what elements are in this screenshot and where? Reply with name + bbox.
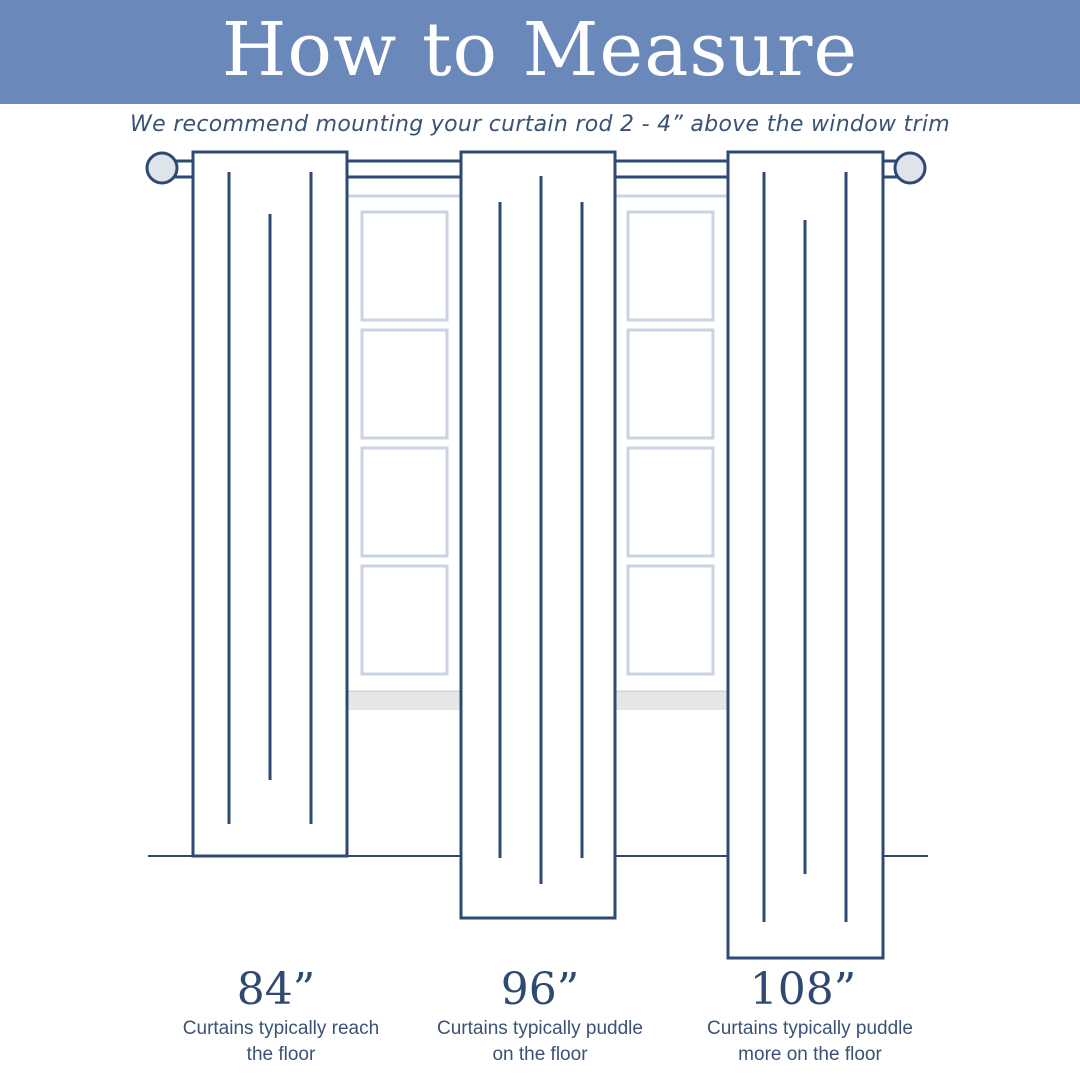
- panel-caption-96: Curtains typically puddle on the floor: [437, 1018, 643, 1065]
- page-title: How to Measure: [221, 7, 859, 93]
- curtain-panel-icon: [461, 152, 615, 918]
- curtain-panel-icon: [193, 152, 347, 856]
- panel-caption-108: Curtains typically puddle more on the floor: [707, 1018, 913, 1065]
- panel-length-96: 96”: [500, 964, 580, 1015]
- panel-length-108: 108”: [749, 964, 857, 1015]
- panel-caption-84: Curtains typically reach the floor: [182, 1018, 380, 1065]
- curtain-panel-icon: [728, 152, 883, 958]
- panel-length-84: 84”: [236, 964, 316, 1015]
- page-subtitle: We recommend mounting your curtain rod 2 - 4” above the window trim: [130, 112, 950, 137]
